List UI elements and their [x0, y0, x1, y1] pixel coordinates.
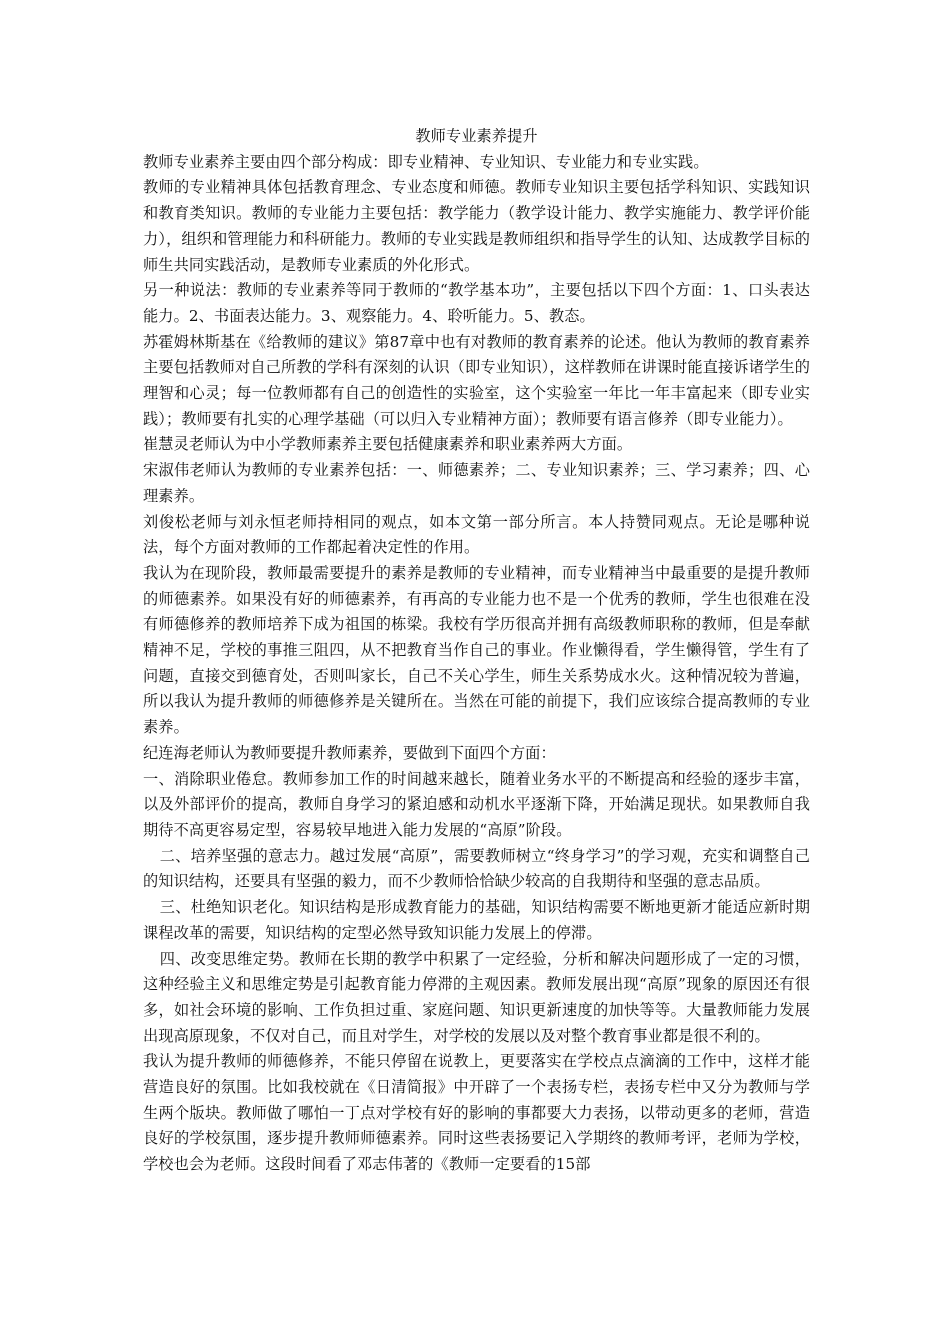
paragraph-conclusion: 我认为提升教师的师德修养，不能只停留在说教上，更要落实在学校点点滴滴的工作中，这样才能营造良好的氛围。比如我校就在《日清简报》中开辟了一个表扬专栏，表扬专栏中又分为教师与学生两个版块。教师做了哪怕一丁点对学校有好的影响的事都要大力表扬，以带动更多的老师，营造良好的学校氛围，逐步提升教师师德素养。同时这些表扬要记入学期终的教师考评，老师为学校，学校也会为老师。这段时间看了邓志伟著的《教师一定要看的15部 — [143, 1052, 810, 1174]
paragraph-overview: 教师专业素养主要由四个部分构成：即专业精神、专业知识、专业能力和专业实践。 — [143, 152, 709, 171]
document-page — [143, 124, 810, 1178]
paragraph-ji-lianhai: 纪连海老师认为教师要提升教师素养，要做到下面四个方面： — [143, 743, 556, 762]
paragraph-components: 教师的专业精神具体包括教育理念、专业态度和师德。教师专业知识主要包括学科知识、实践知识和教育类知识。教师的专业能力主要包括：教学能力（教学设计能力、教学实施能力、教学评价能力），组织和管理能力和科研能力。教师的专业实践是教师组织和指导学生的认知、达成教学目标的师生共同实践活动，是教师专业素质的外化形式。 — [143, 178, 810, 274]
document-title: 教师专业素养提升 — [415, 127, 538, 145]
paragraph-cui-huiling: 崔慧灵老师认为中小学教师素养主要包括健康素养和职业素养两大方面。 — [143, 435, 633, 454]
paragraph-point-one: 一、消除职业倦怠。教师参加工作的时间越来越长，随着业务水平的不断提高和经验的逐步丰富，以及外部评价的提高，教师自身学习的紧迫感和动机水平逐渐下降，开始满足现状。如果教师自我期待不高更容易定型，容易较早地进入能力发展的“高原”阶段。 — [143, 769, 810, 839]
paragraph-alternative-view: 另一种说法：教师的专业素养等同于教师的“教学基本功”，主要包括以下四个方面：1、口头表达能力。2、书面表达能力。3、观察能力。4、聆听能力。5、教态。 — [143, 281, 810, 325]
paragraph-point-four: 四、改变思维定势。教师在长期的教学中积累了一定经验，分析和解决问题形成了一定的习惯，这种经验主义和思维定势是引起教育能力停滞的主观因素。教师发展出现“高原”现象的原因还有很多，如社会环境的影响、工作负担过重、家庭问题、知识更新速度的加快等等。大量教师能力发展出现高原现象，不仅对自己，而且对学生，对学校的发展以及对整个教育事业都是很不利的。 — [143, 949, 810, 1045]
paragraph-song-shuwei: 宋淑伟老师认为教师的专业素养包括：一、师德素养；二、专业知识素养；三、学习素养；四、心理素养。 — [143, 461, 810, 505]
paragraph-sukhomlinsky: 苏霍姆林斯基在《给教师的建议》第87章中也有对教师的教育素养的论述。他认为教师的教育素养主要包括教师对自己所教的学科有深刻的认识（即专业知识），这样教师在讲课时能直接诉诸学生的理智和心灵；每一位教师都有自己的创造性的实验室，这个实验室一年比一年丰富起来（即专业实践）；教师要有扎实的心理学基础（可以归入专业精神方面）；教师要有语言修养（即专业能力）。 — [143, 332, 810, 428]
paragraph-liu-junsong: 刘俊松老师与刘永恒老师持相同的观点，如本文第一部分所言。本人持赞同观点。无论是哪种说法，每个方面对教师的工作都起着决定性的作用。 — [143, 512, 810, 557]
paragraph-current-stage: 我认为在现阶段，教师最需要提升的素养是教师的专业精神，而专业精神当中最重要的是提升教师的师德素养。如果没有好的师德素养，有再高的专业能力也不是一个优秀的教师，学生也很难在没有师德修养的教师培养下成为祖国的栋梁。我校有学历很高并拥有高级教师职称的教师，但是奉献精神不足，学校的事推三阻四，从不把教育当作自己的事业。作业懒得看，学生懒得管，学生有了问题，直接交到德育处，否则叫家长，自己不关心学生，师生关系势成水火。这种情况较为普遍，所以我认为提升教师的师德修养是关键所在。当然在可能的前提下，我们应该综合提高教师的专业素养。 — [143, 563, 810, 737]
paragraph-point-two: 二、培养坚强的意志力。越过发展“高原”，需要教师树立“终身学习”的学习观，充实和调整自己的知识结构，还要具有坚强的毅力，而不少教师恰恰缺少较高的自我期待和坚强的意志品质。 — [143, 846, 810, 891]
paragraph-point-three: 三、杜绝知识老化。知识结构是形成教育能力的基础，知识结构需要不断地更新才能适应新时期课程改革的需要，知识结构的定型必然导致知识能力发展上的停滞。 — [143, 898, 810, 942]
